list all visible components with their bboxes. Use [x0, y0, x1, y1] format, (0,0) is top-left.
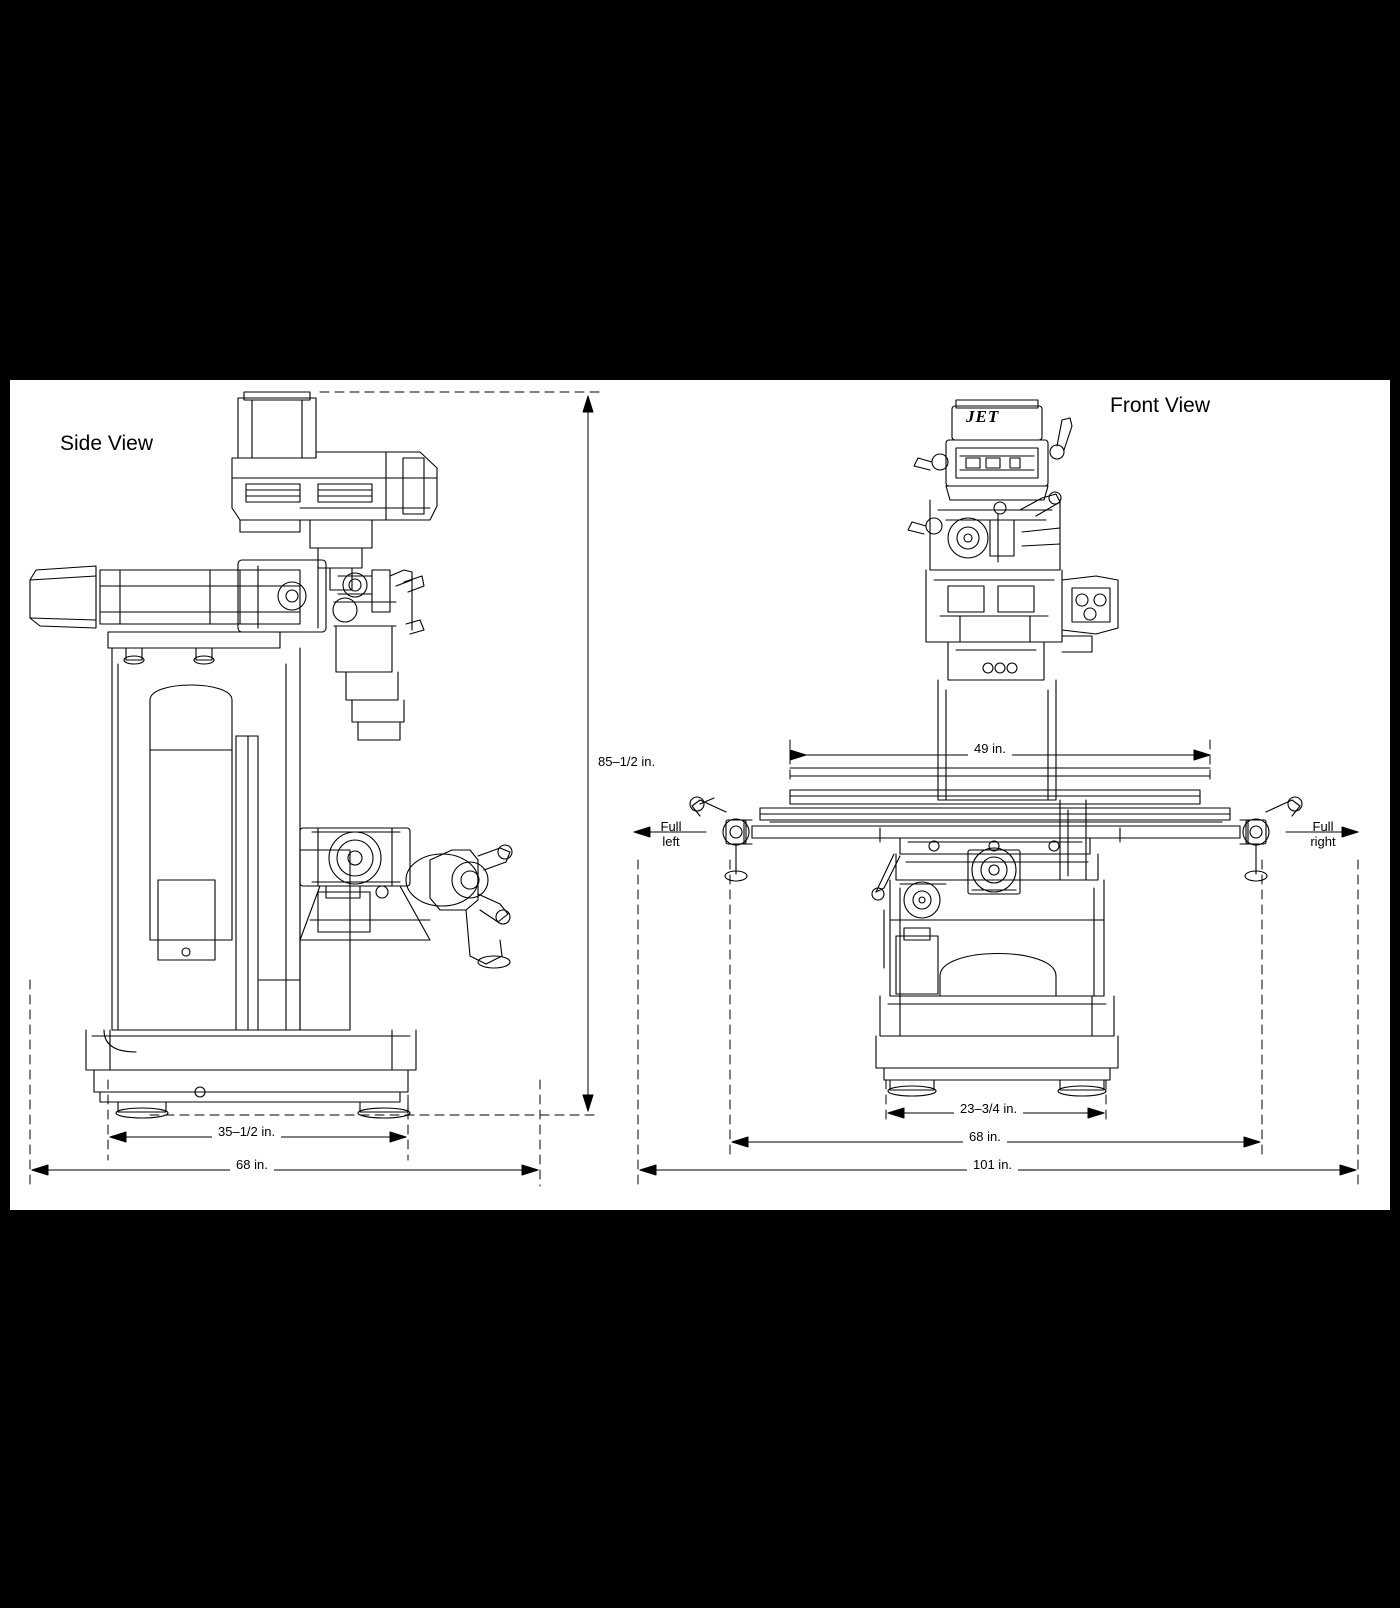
side-view-machine	[30, 392, 512, 1118]
right-frame-band	[1390, 380, 1400, 1210]
dimension-overall-depth-label: 68 in.	[230, 1158, 274, 1172]
full-left-label: Full left	[660, 819, 682, 849]
left-frame-band	[0, 380, 10, 1210]
front-view-title: Front View	[1110, 394, 1210, 417]
dimension-base-depth-label: 35–1/2 in.	[212, 1125, 281, 1139]
full-right-label: Full right	[1310, 819, 1336, 849]
dimension-table-travel-label: 49 in.	[968, 742, 1012, 756]
dimension-height-label: 85–1/2 in.	[598, 754, 656, 769]
dimension-full-travel-width-label: 101 in.	[967, 1158, 1018, 1172]
machine-drawing-svg	[0, 380, 1400, 1210]
dimension-base-width-label: 23–3/4 in.	[954, 1102, 1023, 1116]
side-view-title: Side View	[60, 432, 154, 455]
jet-brand-plate: JET	[966, 407, 1000, 426]
dimension-overall-width-label: 68 in.	[963, 1130, 1007, 1144]
dimension-lines	[30, 380, 1358, 1210]
drawing-canvas	[0, 380, 1400, 1210]
